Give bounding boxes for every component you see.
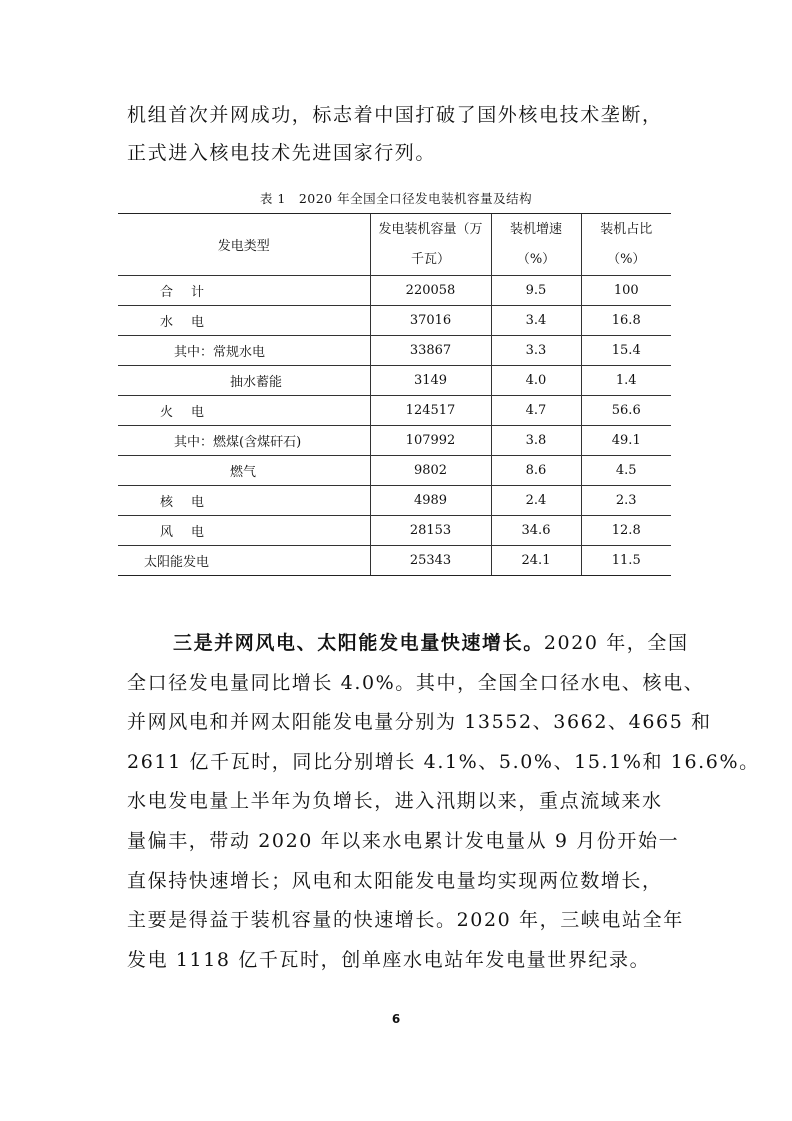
table-row <box>118 306 671 336</box>
row-growth: 2.4 <box>491 486 581 516</box>
row-capacity: 33867 <box>370 336 491 366</box>
row-type: 燃气 <box>118 456 370 486</box>
table-row <box>118 456 671 486</box>
row-growth: 4.0 <box>491 366 581 396</box>
row-growth: 9.5 <box>491 276 581 306</box>
row-capacity: 28153 <box>370 516 491 546</box>
row-type: 其中：常规水电 <box>118 336 370 366</box>
body-line <box>127 624 689 664</box>
table-caption: 表 1 2020 年全国全口径发电装机容量及结构 <box>259 191 533 206</box>
row-growth: 3.4 <box>491 306 581 336</box>
table-row <box>118 486 671 516</box>
row-share: 1.4 <box>581 366 671 396</box>
table-row <box>118 516 671 546</box>
header-growth-line1: 装机增速 <box>509 221 562 237</box>
table-row <box>118 366 671 396</box>
header-type: 发电类型 <box>118 214 370 276</box>
table-row <box>118 546 671 576</box>
row-share: 4.5 <box>581 456 671 486</box>
intro-line: 正式进入核电技术先进国家行列。 <box>127 142 437 164</box>
body-line: 量偏丰，带动 2020 年以来水电累计发电量从 9 月份开始一 <box>127 829 680 852</box>
intro-line: 机组首次并网成功，标志着中国打破了国外核电技术垄断， <box>127 104 663 126</box>
row-share: 11.5 <box>581 546 671 576</box>
row-share: 12.8 <box>581 516 671 546</box>
row-share: 2.3 <box>581 486 671 516</box>
row-growth: 3.8 <box>491 426 581 456</box>
row-share: 56.6 <box>581 396 671 426</box>
body-line: 发电 1118 亿千瓦时，创单座水电站年发电量世界纪录。 <box>127 948 651 971</box>
row-capacity: 124517 <box>370 396 491 426</box>
intro-paragraph <box>127 96 667 172</box>
body-line: 并网风电和并网太阳能发电量分别为 13552、3662、4665 和 <box>127 711 712 734</box>
row-type: 抽水蓄能 <box>118 366 370 396</box>
header-growth-line2: （%） <box>516 251 556 267</box>
table-row <box>118 426 671 456</box>
row-growth: 8.6 <box>491 456 581 486</box>
row-type: 风电 <box>118 516 370 546</box>
header-growth <box>491 214 581 276</box>
body-line: 2611 亿千瓦时，同比分别增长 4.1%、5.0%、15.1%和 16.6%。 <box>127 750 760 773</box>
row-share: 49.1 <box>581 426 671 456</box>
row-type: 合计 <box>118 276 370 306</box>
table-row <box>118 276 671 306</box>
row-capacity: 4989 <box>370 486 491 516</box>
row-share: 15.4 <box>581 336 671 366</box>
body-line: 水电发电量上半年为负增长，进入汛期以来，重点流域来水 <box>127 790 663 813</box>
row-type: 其中：燃煤(含煤矸石) <box>118 426 370 456</box>
header-share-line2: （%） <box>607 251 646 267</box>
row-capacity: 9802 <box>370 456 491 486</box>
header-share-line1: 装机占比 <box>600 221 653 237</box>
row-capacity: 3149 <box>370 366 491 396</box>
row-growth: 3.3 <box>491 336 581 366</box>
row-share: 100 <box>581 276 671 306</box>
body-line: 直保持快速增长；风电和太阳能发电量均实现两位数增长， <box>127 869 663 892</box>
row-growth: 4.7 <box>491 396 581 426</box>
row-type: 火电 <box>118 396 370 426</box>
body-line: 全口径发电量同比增长 4.0%。其中，全国全口径水电、核电、 <box>127 671 705 694</box>
page-number: 6 <box>391 1012 401 1026</box>
row-growth: 34.6 <box>491 516 581 546</box>
header-capacity-line1: 发电装机容量（万 <box>378 221 483 237</box>
header-capacity <box>370 214 491 276</box>
row-type: 核电 <box>118 486 370 516</box>
row-capacity: 25343 <box>370 546 491 576</box>
paragraph-heading: 三是并网风电、太阳能发电量快速增长。 <box>173 632 544 654</box>
row-type: 水电 <box>118 306 370 336</box>
body-paragraph <box>127 624 760 980</box>
row-share: 16.8 <box>581 306 671 336</box>
row-growth: 24.1 <box>491 546 581 576</box>
table-row <box>118 396 671 426</box>
row-capacity: 37016 <box>370 306 491 336</box>
table-row <box>118 336 671 366</box>
capacity-table <box>118 213 671 576</box>
row-type: 太阳能发电 <box>118 546 370 576</box>
body-line-text: 2020 年，全国 <box>543 632 689 654</box>
table-header-row <box>118 214 671 276</box>
row-capacity: 107992 <box>370 426 491 456</box>
header-capacity-line2: 千瓦） <box>410 251 450 267</box>
body-line: 主要是得益于装机容量的快速增长。2020 年，三峡电站全年 <box>127 909 684 932</box>
header-share <box>581 214 671 276</box>
row-capacity: 220058 <box>370 276 491 306</box>
